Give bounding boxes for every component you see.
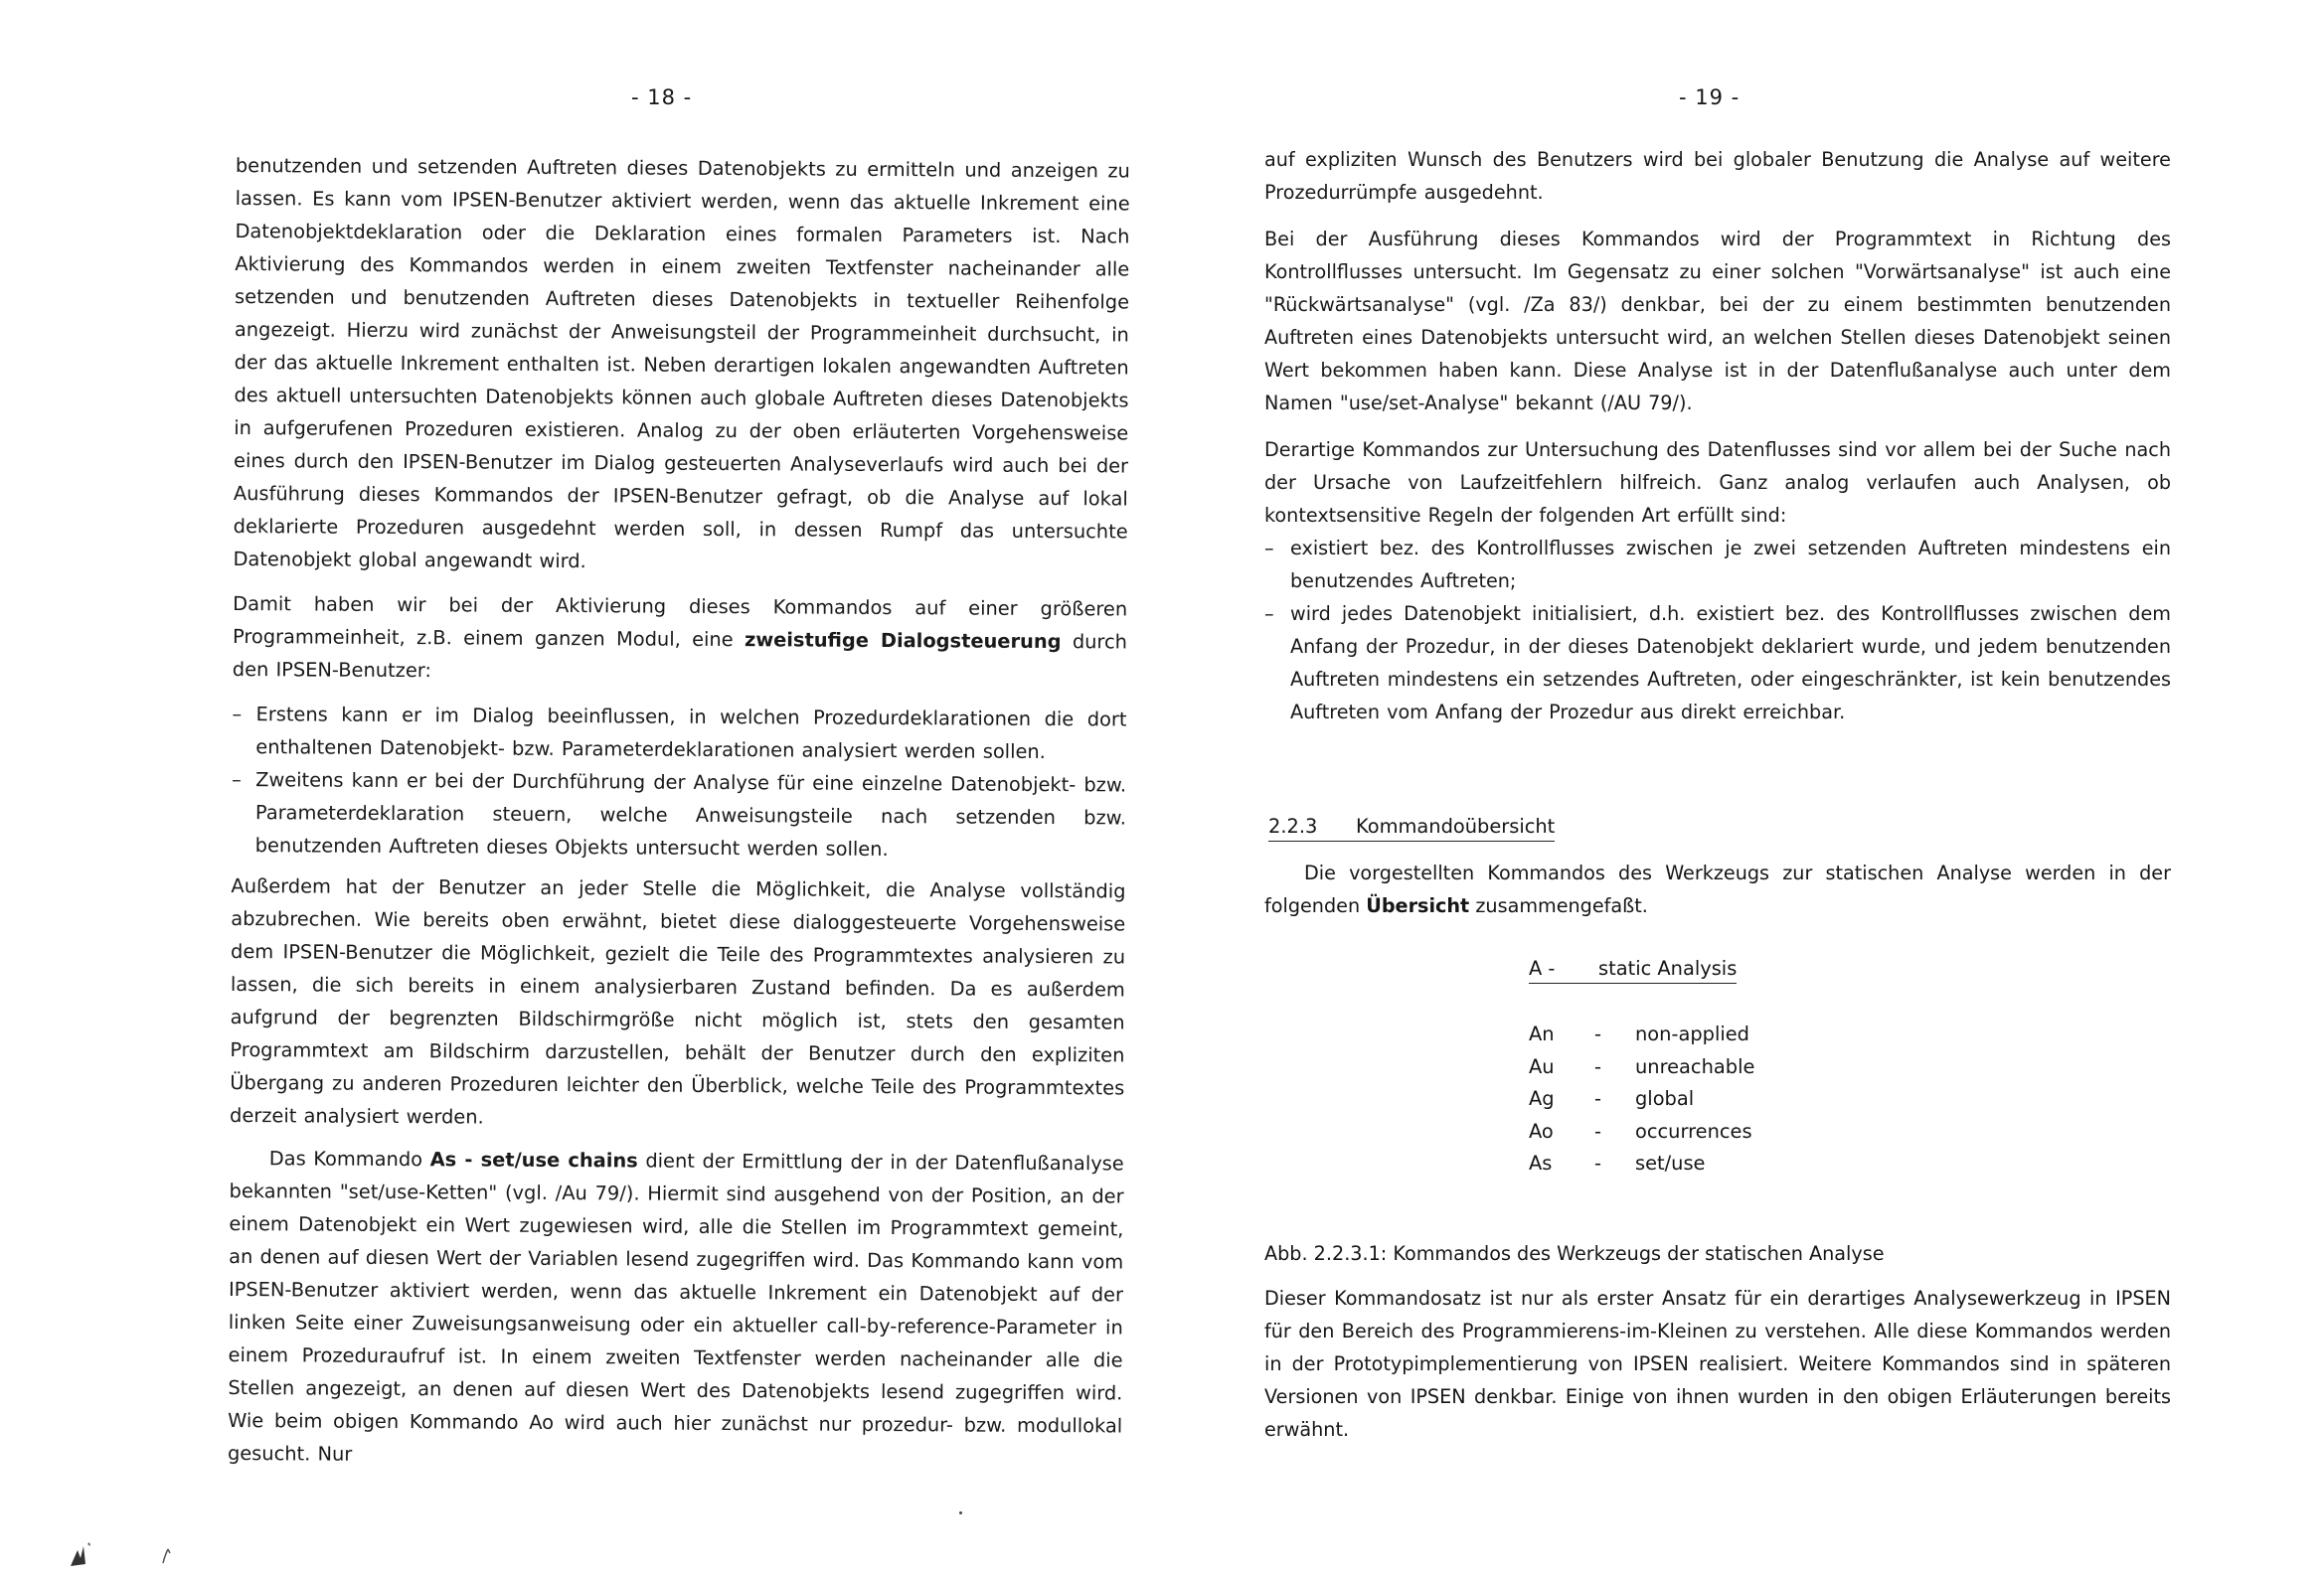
emphasis-overview: Übersicht [1366,894,1470,917]
list-item-text: Zweitens kann er bei der Durchführung der Analyse für eine einzelne Datenobjekt- bzw. Parameterdeklaration steuern, welche Anweisungsteile nach setzenden bzw. benutzenden Auftreten dieses Objekts untersucht werden sollen. [254,768,1127,862]
command-separator: - [1594,1054,1601,1078]
command-row [1529,1083,1754,1116]
command-name-as: As - set/use chains [429,1148,638,1173]
left-paragraph-2-text: Damit haben wir bei der Aktivierung dieses Kommandos auf einer größeren Programmeinheit, z.B. einem ganzen Modul, eine [232,591,1128,652]
right-bullet-list [1264,532,2171,728]
section-heading [1268,815,1555,842]
closing-paragraph [1264,1282,2171,1446]
command-separator: - [1594,1119,1601,1143]
left-paragraph-2 [233,587,1128,691]
overview-intro [1264,857,2171,922]
command-name: set/use [1635,1152,1706,1175]
overview-intro-end: zusammengefaßt. [1475,894,1648,917]
left-paragraph-1: benutzenden und setzenden Auftreten dieses Datenobjekts zu ermitteln und anzeigen zu lassen. Es kann vom IPSEN-Benutzer aktiviert werden, wenn das aktuelle Inkrement eine Datenobjektdeklaration oder die Deklaration eines formalen Parameters ist. Nach Aktivierung des Kommandos werden in einem zweiten Textfenster nacheinander alle setzenden und benutzenden Auftreten dieses Datenobjekts in textueller Reihenfolge angezeigt. Hierzu wird zunächst der Anweisungsteil der Programmeinheit durchsucht, in der das aktuelle Inkrement enthalten ist. Neben derartigen lokalen angewandten Auftreten des aktuell untersuchten Datenobjekts können auch globale Auftreten dieses Datenobjekts in aufgerufenen Prozeduren existieren. Analog zu der oben erläuterten Vorgehensweise eines durch den IPSEN-Benutzer im Dialog gesteuerten Analyseverlaufs wird auch bei der Ausführung dieses Kommandos der IPSEN-Benutzer gefragt, ob die Analyse auf lokal deklarierte Prozeduren ausgedehnt werden soll, in dessen Rumpf das untersuchte Datenobjekt global angewandt wird. [233,153,1130,573]
list-item-text: wird jedes Datenobjekt initialisiert, d.h. existiert bez. des Kontrollflusses zwischen dem Anfang der Prozedur, in der dieses Datenobjekt deklariert wurde, und jedem benutzenden Auftreten mindestens ein setzendes Auftreten, oder eingeschränkter, ist kein benutzendes Auftreten vom Anfang der Prozedur aus direkt erreichbar. [1290,602,2171,723]
list-item [232,698,1126,768]
command-code: Ag [1529,1087,1555,1110]
command-separator: - [1594,1087,1601,1110]
command-name: non-applied [1635,1023,1749,1045]
overview-intro-paragraph [1264,857,2171,922]
menu-code: A - [1529,957,1556,980]
command-row [1529,1116,1754,1149]
left-paragraph-4-end: dient der Ermittlung der in der Datenflußanalyse bekannten "set/use-Ketten" (vgl. /Au 79/). Hiermit sind ausgehend von der Position, an der einem Datenobjekt ein Wert zugewiesen wird, alle die Stellen im Programmtext gemeint, an denen auf diesen Wert der Variablen lesend zugegriffen wird. Das Kommando kann vom IPSEN-Benutzer aktiviert werden, wenn das aktuelle Inkrement ein Datenobjekt auf der linken Seite einer Zuweisungsanweisung oder ein aktueller call-by-reference-Parameter in einem Prozeduraufruf ist. In einem zweiten Textfenster werden nacheinander alle die Stellen angezeigt, an denen auf diesen Wert des Datenobjekts lesend zugegriffen wird. Wie beim obigen Kommando Ao wird auch hier zunächst nur prozedur- bzw. modullokal gesucht. Nur [227,1149,1124,1466]
scan-artifact-dot [959,1511,962,1514]
command-code: An [1529,1023,1555,1045]
scan-artifact-icon [68,1538,97,1568]
figure-caption: Abb. 2.2.3.1: Kommandos des Werkzeugs der statischen Analyse [1264,1242,1885,1265]
command-row [1529,1019,1754,1051]
command-row [1529,1148,1754,1181]
scan-artifact-icon [159,1545,173,1565]
right-paragraph-3: Derartige Kommandos zur Untersuchung des Datenflusses sind vor allem bei der Suche nach der Ursache von Laufzeitfehlern hilfreich. Ganz analog verlaufen auch Analysen, ob kontextsensitive Regeln der folgenden Art erfüllt sind: [1264,438,2171,527]
menu-title [1529,957,1737,984]
command-code: Ao [1529,1119,1554,1143]
bullet-dash: – [232,767,242,792]
bullet-dash: – [232,702,243,726]
left-bullet-list [232,698,1127,867]
command-row [1529,1051,1754,1084]
right-page-body [1264,143,2171,736]
command-separator: - [1594,1023,1601,1045]
bullet-dash: – [1264,537,1274,559]
left-page-body [228,149,1130,1487]
list-item-text: existiert bez. des Kontrollflusses zwischen je zwei setzenden Auftreten mindestens ein benutzendes Auftreten; [1290,537,2171,592]
closing-paragraph-text: Dieser Kommandosatz ist nur als erster Ansatz für ein derartiges Analysewerkzeug in IPSEN für den Bereich des Programmierens-im-Kleinen zu verstehen. Alle diese Kommandos werden in der Prototypimplementierung von IPSEN realisiert. Weitere Kommandos sind in späteren Versionen von IPSEN denkbar. Einige von ihnen wurden in den obigen Erläuterungen bereits erwähnt. [1264,1287,2171,1441]
list-item [1264,532,2171,597]
page-number-left: - 18 - [631,85,693,109]
list-item-text: Erstens kann er im Dialog beeinflussen, in welchen Prozedurdeklarationen die dort enthaltenen Datenobjekt- bzw. Parameterdeklarationen analysiert werden sollen. [255,703,1127,763]
page-number-right: - 19 - [1679,85,1741,109]
command-separator: - [1594,1152,1601,1175]
section-number: 2.2.3 [1268,815,1318,838]
emphasis-dialog-control: zweistufige Dialogsteuerung [744,628,1062,654]
list-item [232,763,1127,867]
right-page [1162,0,2324,1577]
command-name: global [1635,1087,1695,1110]
right-paragraph-1: auf expliziten Wunsch des Benutzers wird bei globaler Benutzung die Analyse auf weitere Prozedurrümpfe ausgedehnt. [1264,148,2171,204]
command-list [1529,1019,1754,1181]
command-code: Au [1529,1054,1555,1078]
command-code: As [1529,1152,1553,1175]
menu-title-text: static Analysis [1598,957,1738,980]
command-name: unreachable [1635,1054,1755,1078]
overview-intro-text: Die vorgestellten Kommandos des Werkzeugs zur statischen Analyse werden in der folgenden [1264,862,2171,917]
section-title: Kommandoübersicht [1356,815,1556,838]
left-paragraph-3: Außerdem hat der Benutzer an jeder Stelle die Möglichkeit, die Analyse vollständig abzubrechen. Wie bereits oben erwähnt, bietet diese dialoggesteuerte Vorgehensweise dem IPSEN-Benutzer die Möglichkeit, gezielt die Teile des Programmtextes analysieren zu lassen, die sich bereits in einem analysierbaren Zustand befinden. Da es außerdem aufgrund der begrenzten Bildschirmgröße nicht möglich ist, stets den gesamten Programmtext am Bildschirm darzustellen, behält der Benutzer durch den expliziten Übergang zu anderen Prozeduren leichter den Überblick, welche Teile des Programmtextes derzeit analysiert werden. [229,873,1126,1129]
command-name: occurrences [1635,1119,1752,1143]
left-paragraph-2-end: durch den IPSEN-Benutzer: [232,630,1128,683]
bullet-dash: – [1264,602,1274,625]
list-item [1264,597,2171,728]
right-paragraph-2: Bei der Ausführung dieses Kommandos wird der Programmtext in Richtung des Kontrollflusses untersucht. Im Gegensatz zu einer solchen "Vorwärtsanalyse" ist auch eine "Rückwärtsanalyse" (vgl. /Za 83/) denkbar, bei der zu einem bestimmten benutzenden Auftreten eines Datenobjekts untersucht wird, an welchen Stellen dieses Datenobjekt seinen Wert bekommen haben kann. Diese Analyse ist in der Datenflußanalyse auch unter dem Namen "use/set-Analyse" bekannt (/AU 79/). [1264,228,2171,414]
left-paragraph-4-text: Das Kommando [268,1147,423,1172]
left-paragraph-4 [228,1142,1124,1475]
